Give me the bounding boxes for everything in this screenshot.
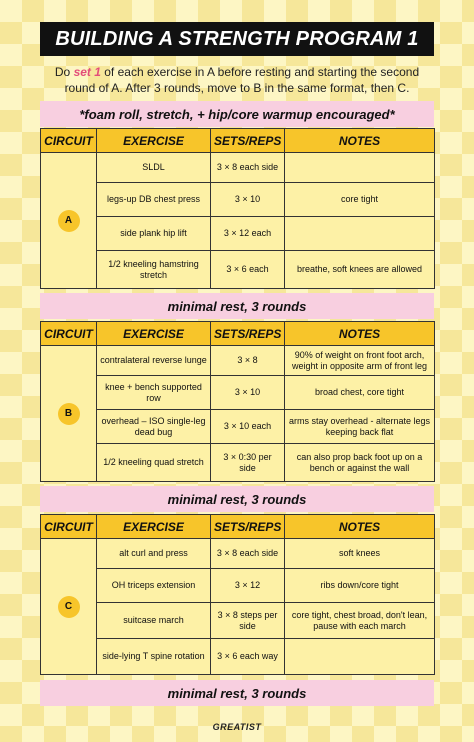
circuit-b-table <box>40 321 435 482</box>
circuit-c-footer: minimal rest, 3 rounds <box>40 680 434 706</box>
sets-cell: 3 × 8 <box>211 346 285 376</box>
greatist-logo: GREATIST <box>212 722 262 732</box>
exercise-cell: OH triceps extension <box>97 569 211 603</box>
sets-cell: 3 × 12 each <box>211 217 285 251</box>
header-row <box>41 129 435 153</box>
table-row <box>41 153 435 183</box>
header-sets-reps: SETS/REPS <box>211 515 285 539</box>
notes-cell: soft knees <box>285 539 435 569</box>
circuit-a-footer: minimal rest, 3 rounds <box>40 293 434 319</box>
header-row <box>41 515 435 539</box>
exercise-cell: side plank hip lift <box>97 217 211 251</box>
table-row <box>41 639 435 675</box>
notes-cell: core tight <box>285 183 435 217</box>
header-sets-reps: SETS/REPS <box>211 322 285 346</box>
header-notes: NOTES <box>285 515 435 539</box>
header-notes: NOTES <box>285 129 435 153</box>
header-circuit: CIRCUIT <box>41 322 97 346</box>
header-exercise: EXERCISE <box>97 322 211 346</box>
sets-cell: 3 × 10 each <box>211 410 285 444</box>
exercise-cell: knee + bench supported row <box>97 376 211 410</box>
notes-cell: breathe, soft knees are allowed <box>285 251 435 289</box>
exercise-cell: legs-up DB chest press <box>97 183 211 217</box>
sets-cell: 3 × 10 <box>211 376 285 410</box>
intro-highlight: set 1 <box>73 65 101 79</box>
exercise-cell: 1/2 kneeling hamstring stretch <box>97 251 211 289</box>
exercise-cell: 1/2 kneeling quad stretch <box>97 444 211 482</box>
header-circuit: CIRCUIT <box>41 129 97 153</box>
intro-after: of each exercise in A before resting and starting the second round of A. After 3 rounds, move to B in the same format, then C. <box>64 65 420 95</box>
circuit-cell <box>41 346 97 482</box>
table-row <box>41 376 435 410</box>
header-exercise: EXERCISE <box>97 515 211 539</box>
circuit-b-footer: minimal rest, 3 rounds <box>40 486 434 512</box>
sets-cell: 3 × 6 each <box>211 251 285 289</box>
circuit-c-table <box>40 514 435 675</box>
header-sets-reps: SETS/REPS <box>211 129 285 153</box>
page-title: BUILDING A STRENGTH PROGRAM 1 <box>40 22 434 56</box>
notes-cell <box>285 153 435 183</box>
table-row <box>41 603 435 639</box>
header-notes: NOTES <box>285 322 435 346</box>
table-row <box>41 346 435 376</box>
sets-cell: 3 × 0:30 per side <box>211 444 285 482</box>
exercise-cell: suitcase march <box>97 603 211 639</box>
exercise-cell: contralateral reverse lunge <box>97 346 211 376</box>
table-row <box>41 251 435 289</box>
circuit-badge: A <box>58 210 80 232</box>
table-row <box>41 539 435 569</box>
table-row <box>41 410 435 444</box>
intro-text <box>50 64 424 96</box>
notes-cell <box>285 217 435 251</box>
notes-cell: 90% of weight on front foot arch, weight in opposite arm of front leg <box>285 346 435 376</box>
sets-cell: 3 × 10 <box>211 183 285 217</box>
notes-cell: ribs down/core tight <box>285 569 435 603</box>
exercise-cell: overhead – ISO single-leg dead bug <box>97 410 211 444</box>
intro-before: Do <box>54 65 74 79</box>
exercise-cell: alt curl and press <box>97 539 211 569</box>
table-row <box>41 444 435 482</box>
circuit-a-table <box>40 128 435 289</box>
notes-cell: can also prop back foot up on a bench or against the wall <box>285 444 435 482</box>
exercise-cell: side-lying T spine rotation <box>97 639 211 675</box>
circuit-badge: C <box>58 596 80 618</box>
warmup-banner: *foam roll, stretch, + hip/core warmup encouraged* <box>40 101 434 127</box>
circuit-badge: B <box>58 403 80 425</box>
sets-cell: 3 × 6 each way <box>211 639 285 675</box>
header-circuit: CIRCUIT <box>41 515 97 539</box>
table-row <box>41 217 435 251</box>
header-exercise: EXERCISE <box>97 129 211 153</box>
table-row <box>41 183 435 217</box>
sets-cell: 3 × 8 steps per side <box>211 603 285 639</box>
notes-cell: broad chest, core tight <box>285 376 435 410</box>
table-row <box>41 569 435 603</box>
circuit-cell <box>41 539 97 675</box>
notes-cell: core tight, chest broad, don't lean, pause with each march <box>285 603 435 639</box>
sets-cell: 3 × 8 each side <box>211 153 285 183</box>
exercise-cell: SLDL <box>97 153 211 183</box>
circuit-cell <box>41 153 97 289</box>
notes-cell <box>285 639 435 675</box>
sets-cell: 3 × 12 <box>211 569 285 603</box>
header-row <box>41 322 435 346</box>
sets-cell: 3 × 8 each side <box>211 539 285 569</box>
notes-cell: arms stay overhead - alternate legs keeping back flat <box>285 410 435 444</box>
